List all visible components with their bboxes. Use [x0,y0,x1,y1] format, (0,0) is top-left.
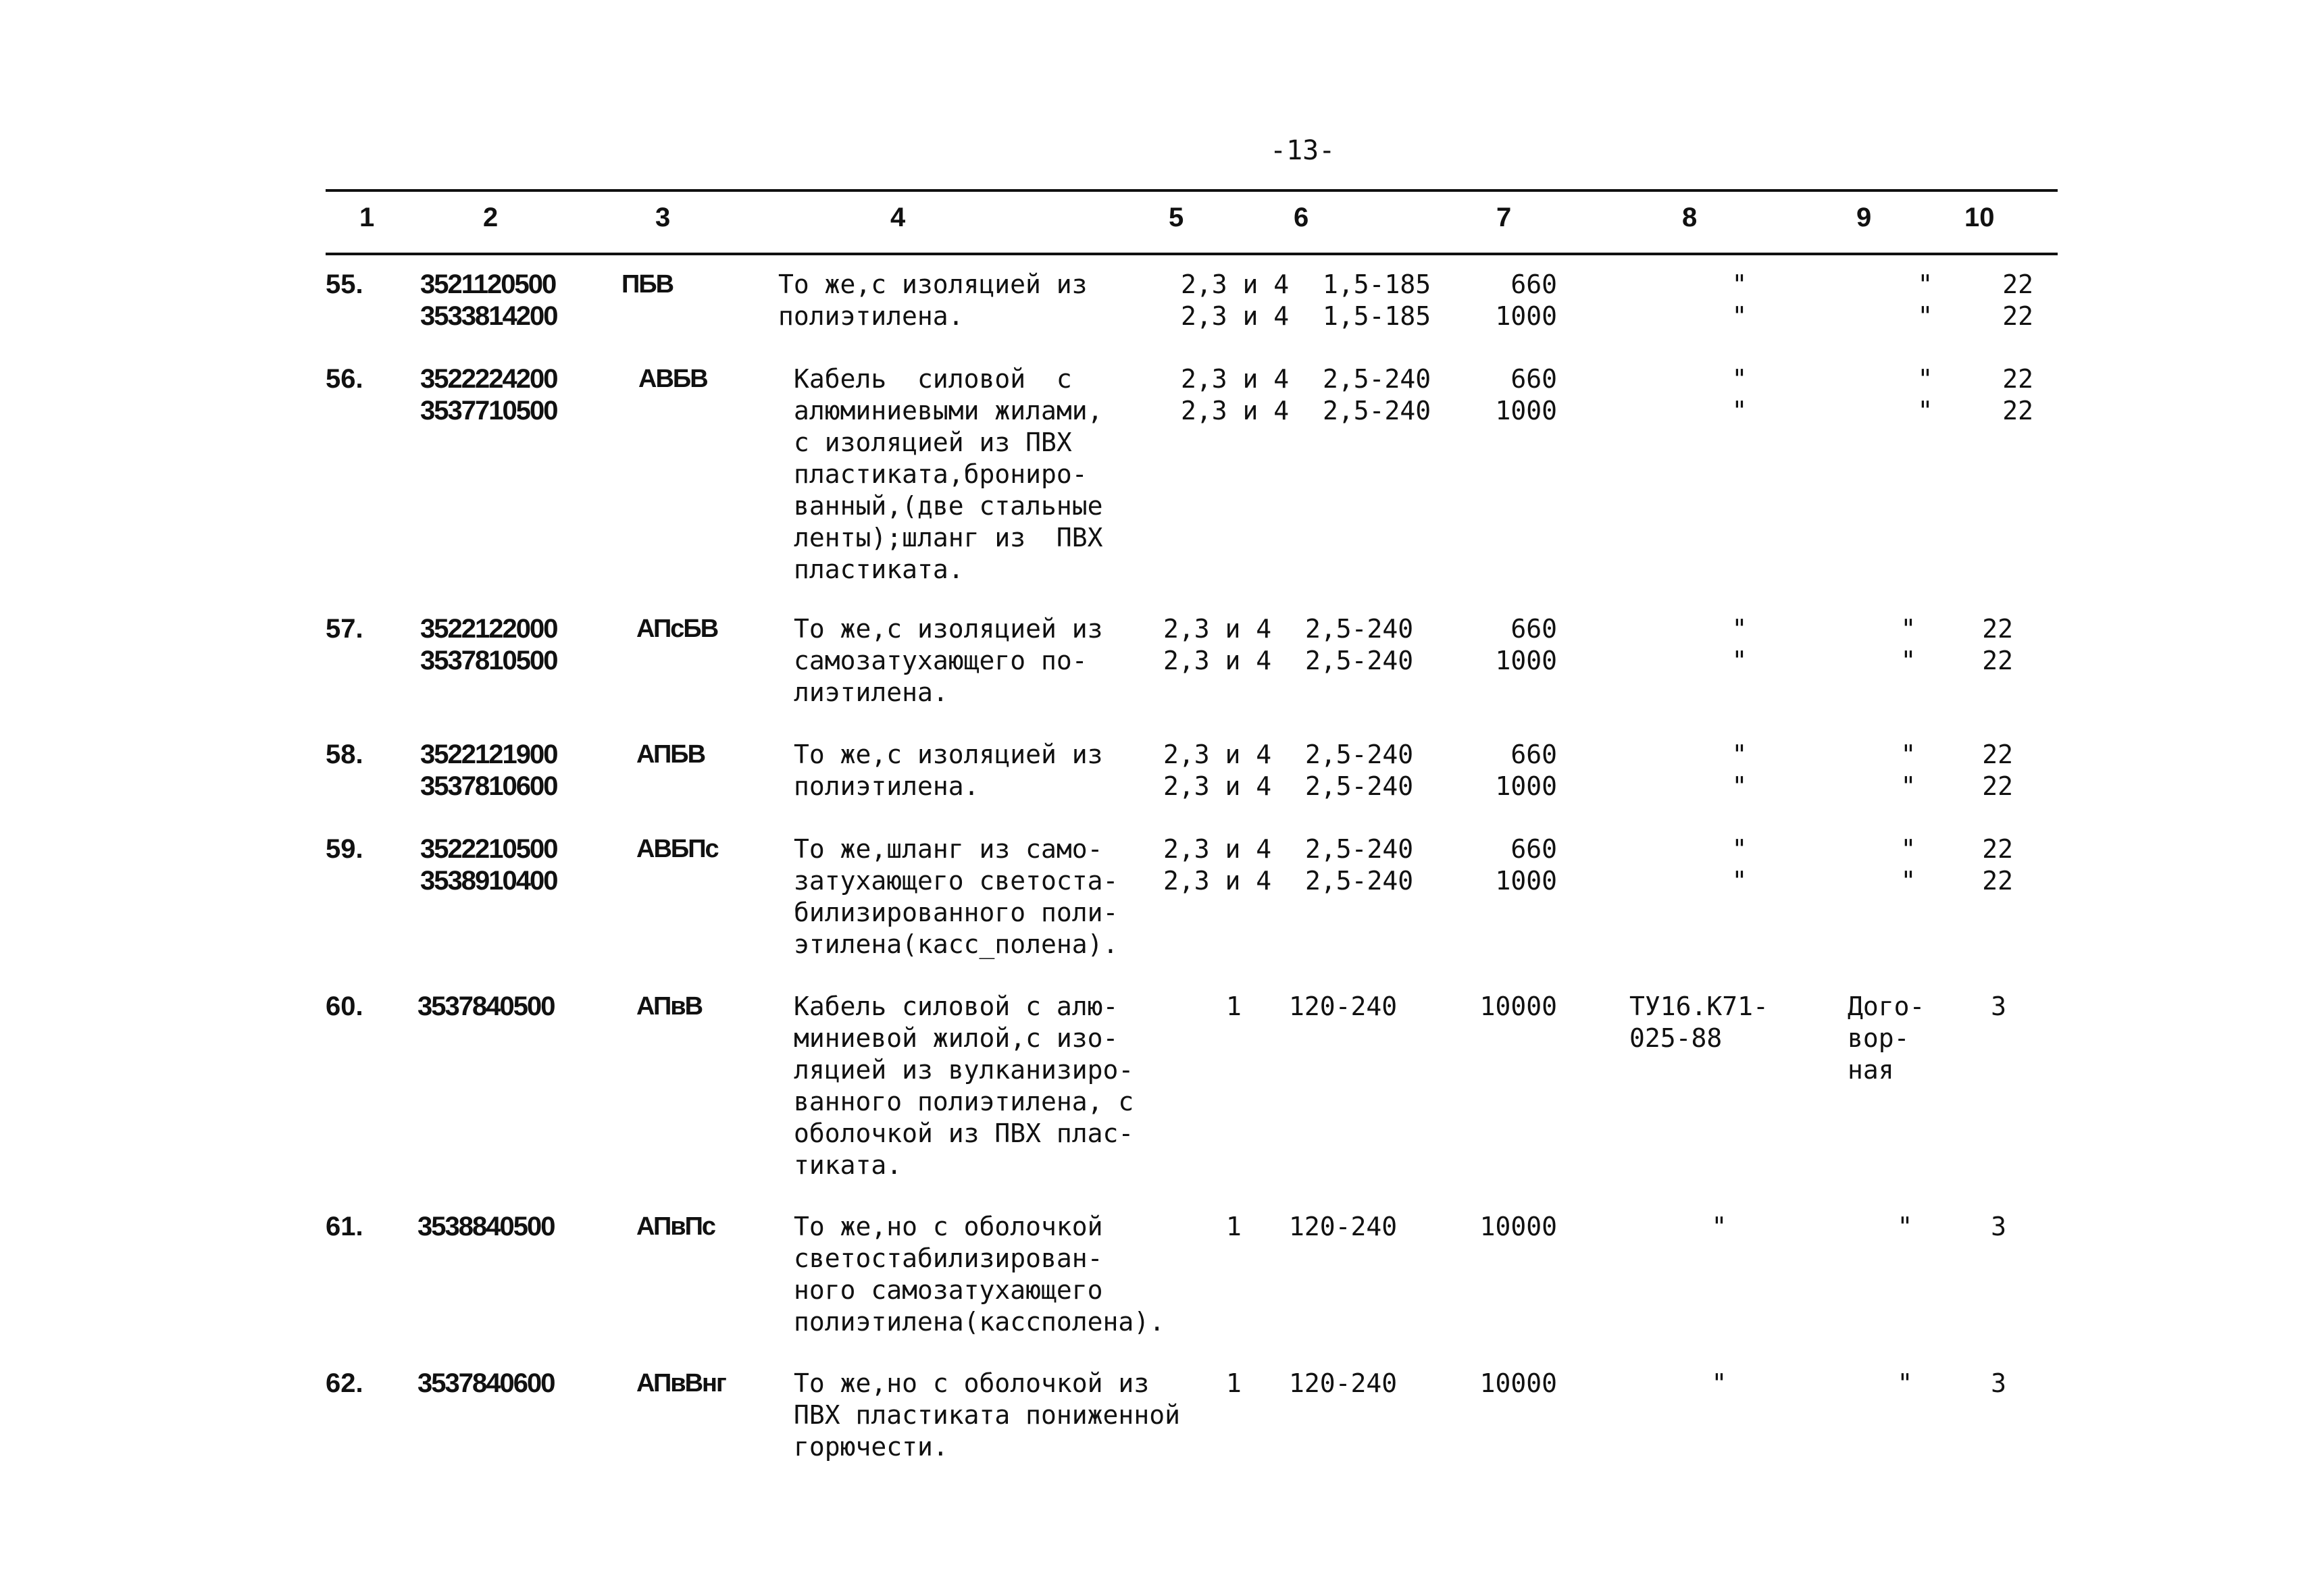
cable-description: То же,но с оболочкой светостабилизирован- ного самозатухающего полиэтилена(кассполена). [794,1212,1165,1337]
header-col-1: 1 [359,203,375,232]
cores-count: 1 [1226,1368,1242,1398]
column-10-value: 22 22 [1982,834,2013,896]
cross-section: 2,5-240 2,5-240 [1323,364,1431,426]
cross-section: 2,5-240 2,5-240 [1305,740,1414,801]
column-10-value: 22 22 [2002,364,2033,426]
cable-brand: АПсБВ [636,615,718,643]
cores-count: 2,3 и 4 2,3 и 4 [1163,834,1272,896]
cross-section: 120-240 [1289,1212,1398,1241]
voltage: 10000 [1479,1368,1557,1398]
product-codes: 3538840500 [417,1212,555,1241]
header-col-6: 6 [1294,203,1309,232]
column-10-value: 3 [1991,992,2006,1021]
price-ref: " [1897,1212,1913,1241]
voltage: 10000 [1479,1212,1557,1241]
cores-count: 1 [1226,1212,1242,1241]
price-ref: " " [1900,740,1916,801]
column-10-value: 3 [1991,1212,2006,1241]
product-codes: 3537840600 [417,1368,555,1398]
page-number: -13- [1270,135,1336,166]
cross-section: 2,5-240 2,5-240 [1305,834,1414,896]
price-ref: " " [1917,269,1933,331]
cross-section: 1,5-185 1,5-185 [1323,269,1431,331]
spec-ref: " [1711,1212,1727,1241]
cable-brand: АПвВнг [636,1369,726,1397]
cable-description: То же,но с оболочкой из ПВХ пластиката пониженной горючести. [794,1368,1180,1462]
product-codes: 3522122000 3537810500 [420,614,557,675]
row-number: 55. [326,269,363,299]
column-10-value: 22 22 [2002,269,2033,331]
header-col-7: 7 [1496,203,1512,232]
voltage: 660 1000 [1495,364,1557,426]
row-number: 60. [326,992,363,1021]
cores-count: 2,3 и 4 2,3 и 4 [1181,269,1290,331]
cable-description: Кабель силовой с алю- миниевой жилой,с изо- ляцией из вулканизиро- ванного полиэтилена, с оболочкой из ПВХ плас- тиката. [794,992,1134,1180]
price-ref: " [1897,1368,1913,1398]
table-header-rule [326,253,2058,255]
column-10-value: 22 22 [1982,614,2013,675]
column-10-value: 3 [1991,1368,2006,1398]
cable-brand: АВБПс [636,835,718,863]
cable-description: То же,с изоляцией из самозатухающего по- лиэтилена. [794,614,1103,707]
spec-ref: " " [1731,614,1748,675]
row-number: 57. [326,614,363,644]
voltage: 10000 [1479,992,1557,1021]
cable-description: Кабель силовой с алюминиевыми жилами, с изоляцией из ПВХ пластиката,брониро- ванный,(две стальные ленты);шланг из ПВХ пластиката. [794,364,1103,584]
price-ref: Дого- вор- ная [1848,992,1925,1085]
cross-section: 120-240 [1289,1368,1398,1398]
product-codes: 3537840500 [417,992,555,1021]
product-codes: 3522121900 3537810600 [420,740,557,801]
header-col-3: 3 [655,203,671,232]
cores-count: 2,3 и 4 2,3 и 4 [1163,614,1272,675]
row-number: 59. [326,834,363,864]
spec-ref: " " [1731,740,1748,801]
header-col-9: 9 [1856,203,1872,232]
cable-brand: АВБВ [638,365,707,393]
price-ref: " " [1917,364,1933,426]
spec-ref: " " [1731,269,1748,331]
cores-count: 2,3 и 4 2,3 и 4 [1163,740,1272,801]
voltage: 660 1000 [1495,614,1557,675]
header-col-2: 2 [483,203,499,232]
row-number: 62. [326,1368,363,1398]
cores-count: 1 [1226,992,1242,1021]
header-col-8: 8 [1682,203,1698,232]
header-col-4: 4 [890,203,906,232]
row-number: 56. [326,364,363,394]
cable-brand: АПвПс [636,1212,715,1241]
price-ref: " " [1900,614,1916,675]
voltage: 660 1000 [1495,740,1557,801]
cable-brand: АПвВ [636,992,703,1021]
product-codes: 3521120500 3533814200 [420,269,557,331]
cross-section: 120-240 [1289,992,1398,1021]
row-number: 58. [326,740,363,769]
cable-brand: ПБВ [621,270,673,299]
spec-ref: ТУ16.К71- 025-88 [1629,992,1769,1053]
header-col-10: 10 [1964,203,1995,232]
spec-ref: " " [1731,364,1748,426]
cable-brand: АПБВ [636,740,705,769]
row-number: 61. [326,1212,363,1241]
table-top-rule [326,189,2058,192]
cable-description: То же,с изоляцией из полиэтилена. [778,269,1088,331]
cores-count: 2,3 и 4 2,3 и 4 [1181,364,1290,426]
spec-ref: " " [1731,834,1748,896]
cable-description: То же,с изоляцией из полиэтилена. [794,740,1103,801]
voltage: 660 1000 [1495,269,1557,331]
product-codes: 3522210500 3538910400 [420,834,557,896]
table-header [0,203,2313,243]
column-10-value: 22 22 [1982,740,2013,801]
voltage: 660 1000 [1495,834,1557,896]
cross-section: 2,5-240 2,5-240 [1305,614,1414,675]
product-codes: 3522224200 3537710500 [420,364,557,426]
header-col-5: 5 [1169,203,1184,232]
cable-description: То же,шланг из само- затухающего светоста- билизированного поли- этилена(касс_полена). [794,834,1119,959]
price-ref: " " [1900,834,1916,896]
spec-ref: " [1711,1368,1727,1398]
